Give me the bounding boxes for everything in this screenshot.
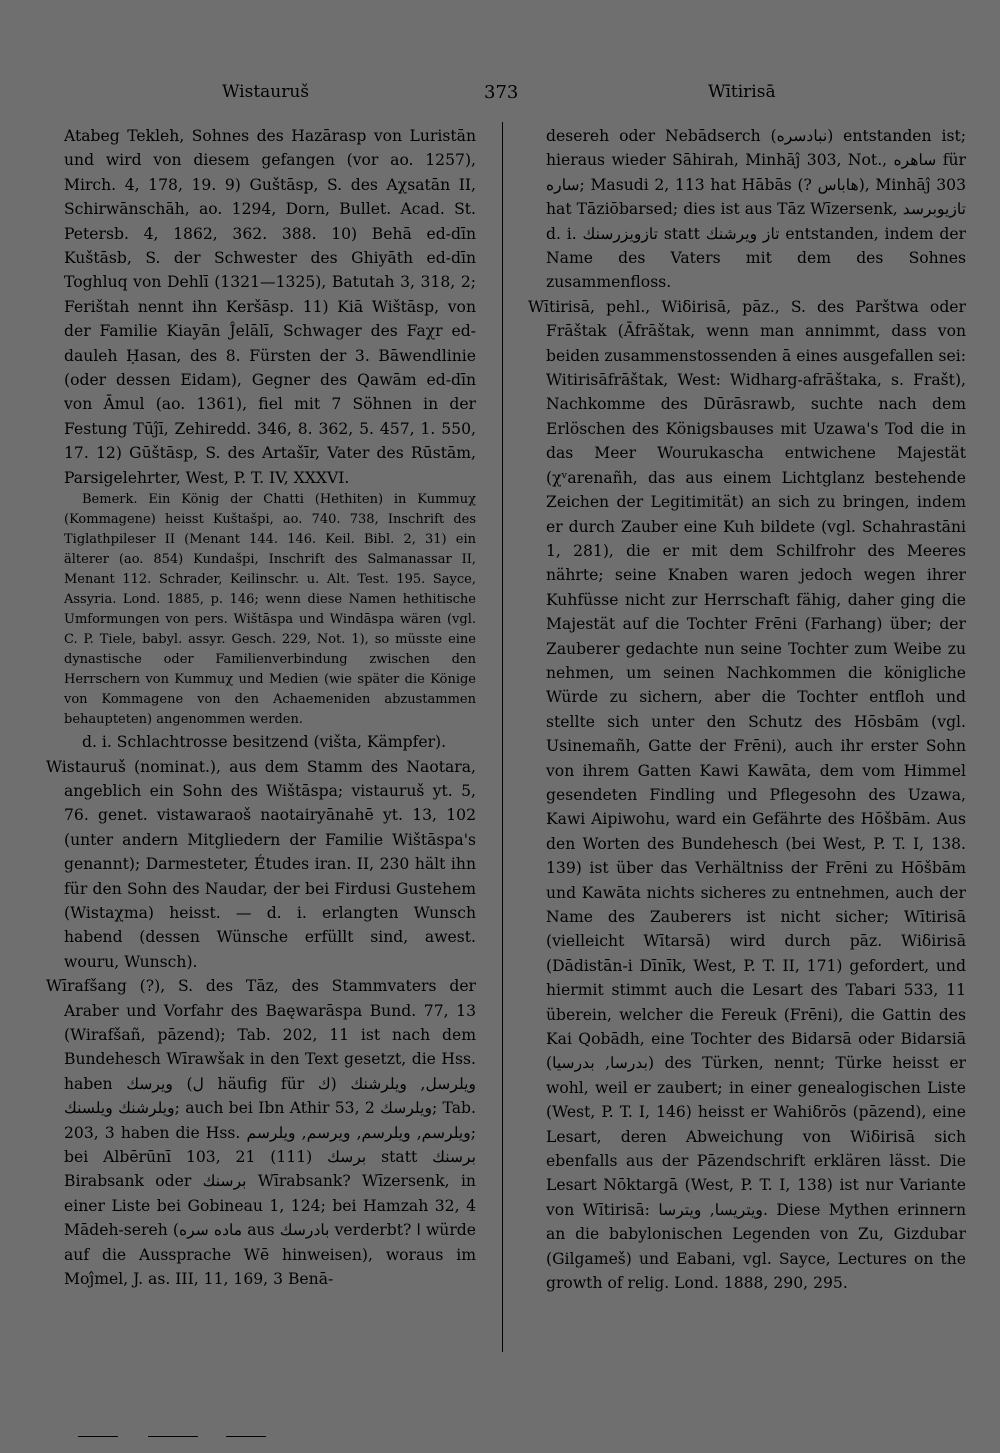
running-head-right: Wītirisā — [708, 82, 776, 102]
running-head-left: Wistauruš — [222, 82, 310, 102]
column-divider — [502, 122, 503, 1352]
footer-rule — [148, 1436, 198, 1437]
page-header — [0, 82, 1000, 112]
paragraph: Atabeg Tekleh, Sohnes des Hazārasp von Luristān und wird von diesem gefangen (vor ao. 1257), Mirch. 4, 178, 19. 9) Guštāsp, S. des Aχsatān II, Schirwānschāh, ao. 1294, Dorn, Bullet. Acad. St. Petersb. 4, 1862, 362. 388. 10) Behā ed-dīn Kuštāsb, S. der Schwester des Ghiyāth ed-dīn Toghluq von Dehlī (1321—1325), Batutah 3, 318, 2; Ferištah nennt ihn Keršāsp. 11) Kiā Wištāsp, von der Familie Kiayān Ĵelālī, Schwager des Faχr ed-dauleh Ḥasan, des 8. Fürsten der 3. Bāwendlinie (oder dessen Eidam), Gegner des Qawām ed-dīn von Āmul (ao. 1361), fiel mit 7 Söhnen in der Festung Tūĵī, Zehiredd. 346, 8. 362, 5. 457, 1. 550, 17. 12) Gūštāsp, S. des Artašīr, Vater des Rūstām, Parsigelehrter, West, P. T. IV, XXXVI. — [64, 127, 476, 487]
right-column — [528, 124, 966, 1296]
paragraph: desereh oder Nebādserch (نبادسره) entstanden ist; hieraus wieder Sāhirah, Minhāĵ 303, Not., ساهره für ساره; Masudi 2, 113 hat Hābās (? هاباس), Minhāĵ 303 hat Tāziōbarsed; dies ist aus Tāz Wīzersenk, تازيوبرسد d. i. تازويزرسنك statt تاز ويرشنك entstanden, indem der Name des Vaters mit dem des Sohnes zusammenfloss. — [546, 127, 967, 292]
paragraph: d. i. Schlachtrosse besitzend (višta, Kämpfer). — [82, 733, 447, 752]
entry-wirafsang: Wīrafšang (?), S. des Tāz, des Stammvaters der Araber und Vorfahr des Baęwarāspa Bund. 77, 13 (Wirafšañ, pāzend); Tab. 202, 11 ist nach dem Bundehesch Wīrawšak in den Text gesetzt, die Hss. haben ويرسك (ل häufig für ك) ويلرسل, ويلرشنك ويلرشنك ويلسنك; auch bei Ibn Athir 53, 2 ويلرسك; Tab. 203, 3 haben die Hss. ويلرسم, ويلرسم, ويرسم, ويلرسم; bei Albērūnī 103, 21 (111) برسك statt برسنك Birabsank oder برسنك Wīrabsank? Wīzersenk, in einer Liste bei Gobineau 1, 124; bei Hamzah 32, 4 Mādeh-sereh (ماده سره aus بادرسك verderbt? ا würde auf die Aussprache Wē hinweisen), woraus im Moĵmel, J. as. III, 11, 169, 3 Benā- — [46, 977, 477, 1289]
page-number: 373 — [484, 82, 519, 103]
entry-wistaurus: Wistauruš (nominat.), aus dem Stamm des Naotara, angeblich ein Sohn des Wištāspa; vistauruš yt. 5, 76. genet. vistawaraoš naotairyānahē yt. 13, 102 (unter andern Mitgliedern der Familie Wištāspa's genannt); Darmesteter, Études iran. II, 230 hält ihn für den Sohn des Naudar, der bei Firdusi Gustehem (Wistaχma) heisst. — d. i. erlangten Wunsch habend (dessen Wünsche erfüllt sind, awest. wouru, Wunsch). — [46, 757, 476, 971]
footer-rule — [226, 1436, 266, 1437]
remark-note: Bemerk. Ein König der Chatti (Hethiten) in Kummuχ (Kommagene) heisst Kuštašpi, ao. 740. 738, Inschrift des Tiglathpileser II (Menant 144. 146. Keil. Bibl. 2, 31) ein älterer (ao. 854) Kundašpi, Inschrift des Salmanassar II, Menant 112. Schrader, Keilinschr. u. Alt. Test. 195. Sayce, Assyria. Lond. 1885, p. 146; wenn diese Namen hethitische Umformungen von pers. Wištāspa und Windāspa wären (vgl. C. P. Tiele, babyl. assyr. Gesch. 229, Not. 1), so müsste eine dynastische oder Familienverbindung zwischen den Herrschern von Kummuχ und Medien (wie später die Könige von Kommagene von den Achaemeniden abzustammen behaupteten) angenommen werden. — [64, 492, 476, 728]
entry-witirisa: Wītirisā, pehl., Wiδirisā, pāz., S. des Parštwa oder Frāštak (Āfrāštak, wenn man annimmt, dass von beiden zusammenstossenden ā eines ausgefallen sei: Witirisāfrāštak, West: Widharg-afrāštaka, s. Frašt), Nachkomme des Dūrāsrawb, suchte nach dem Erlöschen des Königsbauses mit Uzawa's Tod die in das Meer Wourukascha entwichene Majestät (χᵛarenañh, das aus einem Lichtglanz bestehende Zeichen der Legitimität) an sich zu bringen, indem er durch Zauber eine Kuh bildete (vgl. Schahrastāni 1, 281), die er mit dem Schilfrohr des Meeres nährte; seine Knaben waren jedoch wegen ihrer Kuhfüsse nicht zur Herrschaft fähig, daher ging die Majestät auf die Tochter Frēni (Farhang) über; der Zauberer gedachte nun seine Tochter zum Weibe zu nehmen, um seinen Nachkommen die königliche Würde zu sichern, aber die Tochter entfloh und stellte sich unter den Schutz des Hōsbām (vgl. Usinemañh, Gatte der Frēni), auch ihr erster Sohn von ihrem Gatten Kawi Kawāta, dem vom Himmel gesendeten Findling und Pflegesohn des Uzawa, Kawi Aipiwohu, ward ein Gefährte des Hōšbām. Aus den Worten des Bundehesch (bei West, P. T. I, 138. 139) ist über das Verhältniss der Frēni zu Hōšbām und Kawāta nichts sicheres zu entnehmen, auch der Name des Zauberers ist nicht sicher; Wītirisā (vielleicht Wītarsā) wird durch pāz. Wiδirisā (Dādistān-i Dīnīk, West, P. T. II, 171) gefordert, und hiermit stimmt auch die Lesart des Tabari 533, 11 überein, welcher die Fereuk (Frēni), die Gattin des Kai Qobādh, eine Tochter des Bidarsā oder Bidarsiā (بدرسا, بدرسيا) des Türken, nennt; Türke heisst er wohl, weil er zaubert; in einer genealogischen Liste (West, P. T. I, 146) heisst er Wahiδrōs (pāzend), eine Lesart, deren Abweichung von Wiδirisā sich ebenfalls aus der Pāzendschrift erklären lässt. Die Lesart Nōktargā (West, P. T. I, 138) ist nur Variante von Wītirisā: ويتريسا, ويترسا. Diese Mythen erinnern an die babylonischen Legenden von Zu, Gizdubar (Gilgameš) und Eabani, vgl. Sayce, Lectures on the growth of relig. Lond. 1888, 290, 295. — [528, 297, 967, 1293]
left-column — [46, 124, 476, 1291]
footer-rule — [78, 1436, 118, 1437]
